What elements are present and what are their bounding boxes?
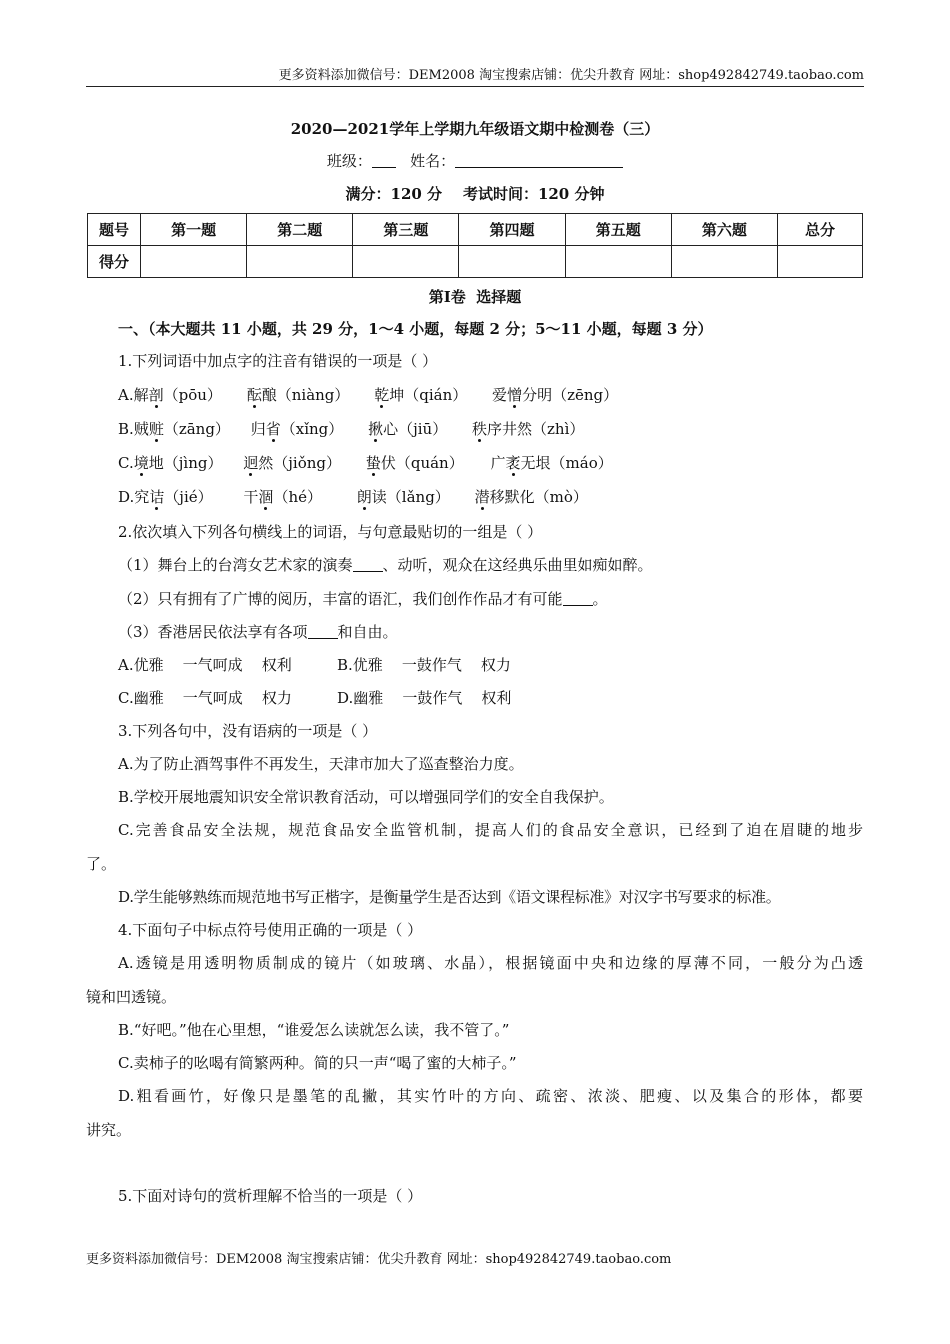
q2-option-d: D.幽雅 一鼓作气 权利 — [337, 689, 512, 707]
table-row — [88, 246, 863, 278]
dotted-char: 潜 — [474, 488, 490, 506]
q4-option-d-line2: 讲究。 — [86, 1121, 132, 1139]
q4-option-a-line1: A.透镜是用透明物质制成的镜片（如玻璃、水晶），根据镜面中央和边缘的厚薄不同，一般分为凸透 — [118, 954, 863, 972]
pinyin: （jié） — [164, 488, 213, 506]
sentence-text: 和自由。 — [337, 623, 398, 641]
q2-option-a: A.优雅 一气呵成 权利 — [118, 656, 292, 674]
table-row — [88, 214, 863, 246]
option-prefix: C. — [118, 454, 134, 472]
q2-sentence-2 — [118, 588, 608, 609]
q2-option-b: B.优雅 一鼓作气 权力 — [337, 656, 511, 674]
name-blank — [455, 153, 623, 168]
pinyin: （jìng） — [163, 454, 223, 472]
q5-stem: 5.下面对诗句的赏析理解不恰当的一项是（ ） — [118, 1187, 423, 1205]
q3-stem: 3.下列各句中，没有语病的一项是（ ） — [118, 722, 378, 740]
dotted-char: 剖 — [148, 386, 164, 404]
q3-option-a: A.为了防止酒驾事件不再发生，天津市加大了巡查整治力度。 — [118, 755, 524, 773]
char: 贼 — [133, 420, 149, 438]
page-header: 更多资料添加微信号：DEM2008 淘宝搜索店铺：优尖升教育 网址：shop492842749.taobao.com — [86, 64, 864, 87]
char: 坤 — [389, 386, 405, 404]
dotted-char: 赃 — [148, 420, 164, 438]
name-label: 姓名： — [410, 152, 456, 170]
char: 爱 — [492, 386, 508, 404]
score-cell[interactable] — [353, 246, 459, 278]
dotted-char: 酝 — [246, 386, 262, 404]
dotted-char: 朗 — [356, 488, 372, 506]
dotted-char: 袤 — [505, 454, 521, 472]
q3-option-c-line1: C.完善食品安全法规，规范食品安全监管机制，提高人们的食品安全意识，已经到了迫在眉睫的地步 — [118, 821, 863, 839]
sentence-text: （3）香港居民依法享有各项 — [118, 623, 308, 641]
q3-option-d: D.学生能够熟练而规范地书写正楷字，是衡量学生是否达到《语文课程标准》对汉字书写要求的标准。 — [118, 888, 781, 906]
q2-option-c: C.幽雅 一气呵成 权力 — [118, 689, 292, 707]
q2-sentence-3 — [118, 621, 398, 642]
char: 心 — [383, 420, 399, 438]
table-cell: 第四题 — [459, 214, 565, 246]
pinyin: 无垠（máo） — [520, 454, 613, 472]
fill-blank[interactable] — [563, 591, 593, 606]
char: 归 — [250, 420, 266, 438]
char: 伏 — [380, 454, 396, 472]
class-blank — [372, 153, 396, 168]
sentence-text: （2）只有拥有了广博的阅历，丰富的语汇，我们创作作品才有可能 — [118, 590, 563, 608]
class-name-line — [0, 150, 950, 171]
q1-option-c — [118, 452, 613, 473]
char: 干 — [243, 488, 259, 506]
dotted-char: 迥 — [243, 454, 259, 472]
char: 究 — [134, 488, 150, 506]
page-footer: 更多资料添加微信号：DEM2008 淘宝搜索店铺：优尖升教育 网址：shop492842749.taobao.com — [86, 1252, 672, 1267]
exam-title: 2020—2021学年上学期九年级语文期中检测卷（三） — [290, 120, 660, 138]
dotted-char: 境 — [133, 454, 149, 472]
char: 解 — [133, 386, 149, 404]
score-table — [87, 213, 863, 278]
pinyin: （niàng） — [276, 386, 350, 404]
dotted-char: 蛰 — [365, 454, 381, 472]
score-cell[interactable] — [141, 246, 247, 278]
pinyin: （qián） — [404, 386, 468, 404]
table-cell: 题号 — [88, 214, 141, 246]
char: 地 — [148, 454, 164, 472]
dotted-char: 憎 — [507, 386, 523, 404]
q1-option-b — [118, 418, 584, 439]
dotted-char: 诘 — [149, 488, 165, 506]
score-cell[interactable] — [565, 246, 671, 278]
score-cell[interactable] — [459, 246, 565, 278]
option-prefix: A. — [118, 386, 134, 404]
pinyin: （jiǒng） — [273, 454, 342, 472]
q3-option-b: B.学校开展地震知识安全常识教育活动，可以增强同学们的安全自我保护。 — [118, 788, 614, 806]
pinyin: （jiū） — [398, 420, 448, 438]
char: 序井然（zhì） — [487, 420, 585, 438]
q4-option-c: C.卖柿子的吆喝有简繁两种。简的只一声“喝了蜜的大柿子。” — [118, 1054, 517, 1072]
dotted-char: 秩 — [471, 420, 487, 438]
q1-stem: 1.下列词语中加点字的注音有错误的一项是（ ） — [118, 352, 438, 370]
q4-stem: 4.下面句子中标点符号使用正确的一项是（ ） — [118, 921, 423, 939]
score-cell[interactable] — [671, 246, 777, 278]
q1-option-a — [118, 384, 618, 405]
q4-option-d-line1: D.粗看画竹，好像只是墨笔的乱撇，其实竹叶的方向、疏密、浓淡、肥瘦、以及集合的形体，都要 — [118, 1087, 863, 1105]
pinyin: （zāng） — [163, 420, 230, 438]
table-cell: 第一题 — [141, 214, 247, 246]
dotted-char: 省 — [265, 420, 281, 438]
q1-option-d — [118, 486, 588, 507]
table-cell: 第二题 — [247, 214, 353, 246]
class-label: 班级： — [326, 152, 372, 170]
table-cell: 第六题 — [671, 214, 777, 246]
char: 广 — [490, 454, 506, 472]
sentence-text: （1）舞台上的台湾女艺术家的演奏 — [118, 556, 353, 574]
section-title: 第Ⅰ卷 选择题 — [428, 288, 522, 306]
pinyin: （xǐng） — [280, 420, 344, 438]
char: 读 — [371, 488, 387, 506]
char: 移默化（mò） — [489, 488, 588, 506]
score-cell[interactable] — [778, 246, 863, 278]
pinyin: 分明（zēng） — [522, 386, 619, 404]
table-cell: 总分 — [778, 214, 863, 246]
char: 然 — [258, 454, 274, 472]
q2-stem: 2.依次填入下列各句横线上的词语，与句意最贴切的一组是（ ） — [118, 523, 543, 541]
pinyin: （quán） — [395, 454, 464, 472]
dotted-char: 涸 — [258, 488, 274, 506]
dotted-char: 揪 — [368, 420, 384, 438]
char: 酿 — [261, 386, 277, 404]
score-info: 满分：120 分 考试时间：120 分钟 — [345, 185, 605, 203]
q2-sentence-1 — [118, 554, 653, 575]
dotted-char: 乾 — [374, 386, 390, 404]
option-prefix: D. — [118, 488, 135, 506]
pinyin: （pōu） — [163, 386, 222, 404]
sentence-text: 、动听，观众在这经典乐曲里如痴如醉。 — [382, 556, 653, 574]
table-cell: 第三题 — [353, 214, 459, 246]
table-cell: 第五题 — [565, 214, 671, 246]
sentence-text: 。 — [592, 590, 608, 608]
pinyin: （lǎng） — [386, 488, 450, 506]
table-cell: 得分 — [88, 246, 141, 278]
fill-blank[interactable] — [308, 624, 338, 639]
q4-option-b: B.“好吧。”他在心里想，“谁爱怎么读就怎么读，我不管了。” — [118, 1021, 510, 1039]
part1-heading: 一、（本大题共 11 小题，共 29 分，1～4 小题，每题 2 分；5～11 小题，每题 3 分） — [118, 320, 713, 338]
option-prefix: B. — [118, 420, 134, 438]
q3-option-c-line2: 了。 — [86, 855, 117, 873]
fill-blank[interactable] — [353, 557, 383, 572]
score-cell[interactable] — [247, 246, 353, 278]
q4-option-a-line2: 镜和凹透镜。 — [86, 988, 177, 1006]
pinyin: （hé） — [273, 488, 322, 506]
